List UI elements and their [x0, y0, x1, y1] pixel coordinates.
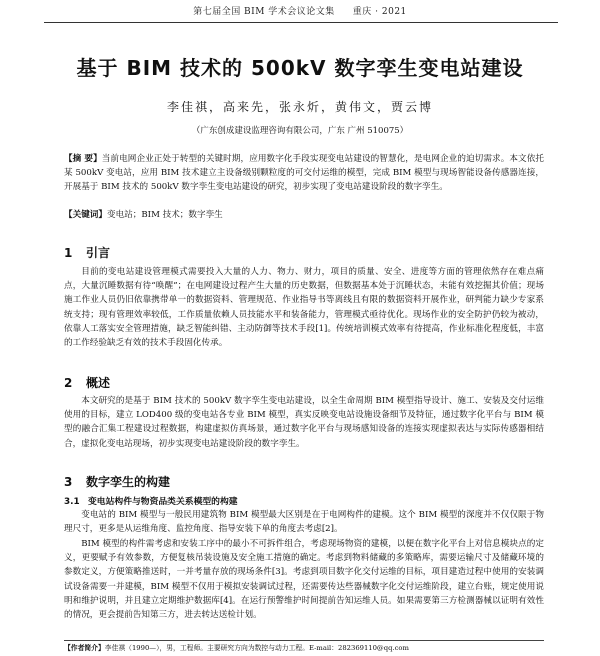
running-head-city-year: 重庆 · 2021 [352, 7, 407, 17]
section-heading-digital-twin [64, 473, 170, 490]
section-number: 3 [64, 475, 73, 489]
overview-paragraph: 本文研究的是基于 BIM 技术的 500kV 数字孪生变电站建设，以全生命周期 BIM 模型指导设计、施工、安装及交付运维使用的目标，建立 LOD400 级的变电站各专业 BIM 模型，真实反映变电站设施设备细节及特征，通过数字化平台与 BIM 模型的融合汇集工程建设过程数据，构建虚拟仿真场景，通过数字化平台与现场感知设备的连接实现虚拟表达与实际传感器相结合，虚拟化变电站现场，初步实现变电站建设阶段的数字孪生。 [64, 396, 544, 449]
abstract-label: 【摘 要】 [64, 154, 102, 164]
affiliation: （广东创成建设监理咨询有限公司，广东 广州 510075） [191, 126, 409, 136]
running-head-conference: 第七届全国 BIM 学术会议论文集 [193, 7, 335, 17]
subsection-heading [64, 494, 238, 507]
keywords [64, 208, 544, 222]
footnote-text: 李佳祺（1990—），男，工程师。主要研究方向为数控与动力工程。E-mail：282369110@qq.com [104, 644, 409, 652]
paper-title: 基于 BIM 技术的 500kV 数字孪生变电站建设 [76, 56, 524, 80]
keywords-text: 变电站；BIM 技术；数字孪生 [106, 210, 223, 220]
intro-paragraph: 目前的变电站建设管理模式需要投入大量的人力、物力、财力，项目的质量、安全、进度等方面的管理依然存在难点痛点，大量沉睡数据有待“唤醒”；在电网建设过程产生大量的历史数据，但数据基本处于沉睡状态，未能有效挖掘其价值；现场施工作业人员仍旧依靠携带单一的数据资料、管理规范、作业指导书等离线且有限的数据资料开展作业，研判能力缺少专家系统支持；现有管理效率较低，工作质量依赖人员技能水平和装备能力，管理模式亟待优化。现场作业的安全防护仍较为被动，依靠人工落实安全管理措施，缺乏智能纠错、主动防御等技术手段[1]。传统培训模式效率有待提高，作业标准化程度低，丰富的工作经验缺乏有效的技术手段固化传承。 [64, 267, 544, 349]
abstract-text: 当前电网企业正处于转型的关键时期，应用数字化手段实现变电站建设的智慧化，是电网企业的迫切需求。本文依托某 500kV 变电站，应用 BIM 技术建立主设备级别颗粒度的可交付运维的模型，完成 BIM 模型与现场智能设备传感器连接，开展基于 BIM 技术的 500kV 数字孪生变电站建设的研究，初步实现了变电站建设阶段的数字孪生。 [64, 154, 544, 192]
section-number: 2 [64, 376, 73, 390]
section-title: 引言 [86, 246, 111, 260]
author-list: 李佳祺，高来先，张永炘，黄伟文，贾云博 [166, 100, 433, 114]
section-heading-intro [64, 244, 110, 261]
footnote-label: 【作者简介】 [64, 644, 105, 652]
author-footnote [64, 642, 554, 652]
header-rule [44, 22, 558, 23]
subsection-number: 3.1 [64, 497, 80, 507]
section-heading-overview [64, 374, 110, 391]
subsection-paragraph-2: BIM 模型的构件需考虑和安装工序中的最小不可拆件组合，考虑现场物资的建模，以便在数字化平台上对信息模块点的定义，更要赋予有效参数，方便复核吊装设施及安全施工措施的确定。考虑到物料储藏的多策略库，需要运输尺寸及储藏环境的参数定义，方便策略推送时，一并考量存放的现场条件[3]。考虑到项目数字化交付运维的目标，项目建造过程中使用的安装调试设备需要一并建模，BIM 模型不仅用于模拟安装调试过程，还需要传达些器械数字化交付运维阶段，建立台账，规定使用说明和维护说明，并且建立定期维护数据库[4]。在运行预警维护时间提前告知运维人员。如果需要第三方检测器械以证明有效性的情况，更会提前告知第三方，进去转达送检计划。 [64, 539, 544, 621]
section-title: 概述 [86, 376, 111, 390]
footnote-rule [64, 640, 544, 641]
subsection-paragraph-1: 变电站的 BIM 模型与一般民用建筑物 BIM 模型最大区别是在于电网构件的建模。这个 BIM 模型的深度并不仅仅限于物理尺寸，更多是从运维角度、监控角度、指导安装下单的角度去考虑[2]。 [64, 510, 544, 535]
section-number: 1 [64, 246, 73, 260]
subsection-title: 变电站构件与物资品类关系模型的构建 [88, 497, 238, 507]
keywords-label: 【关键词】 [64, 210, 107, 220]
abstract [64, 152, 544, 194]
section-title: 数字孪生的构建 [86, 475, 171, 489]
running-head [0, 4, 600, 17]
